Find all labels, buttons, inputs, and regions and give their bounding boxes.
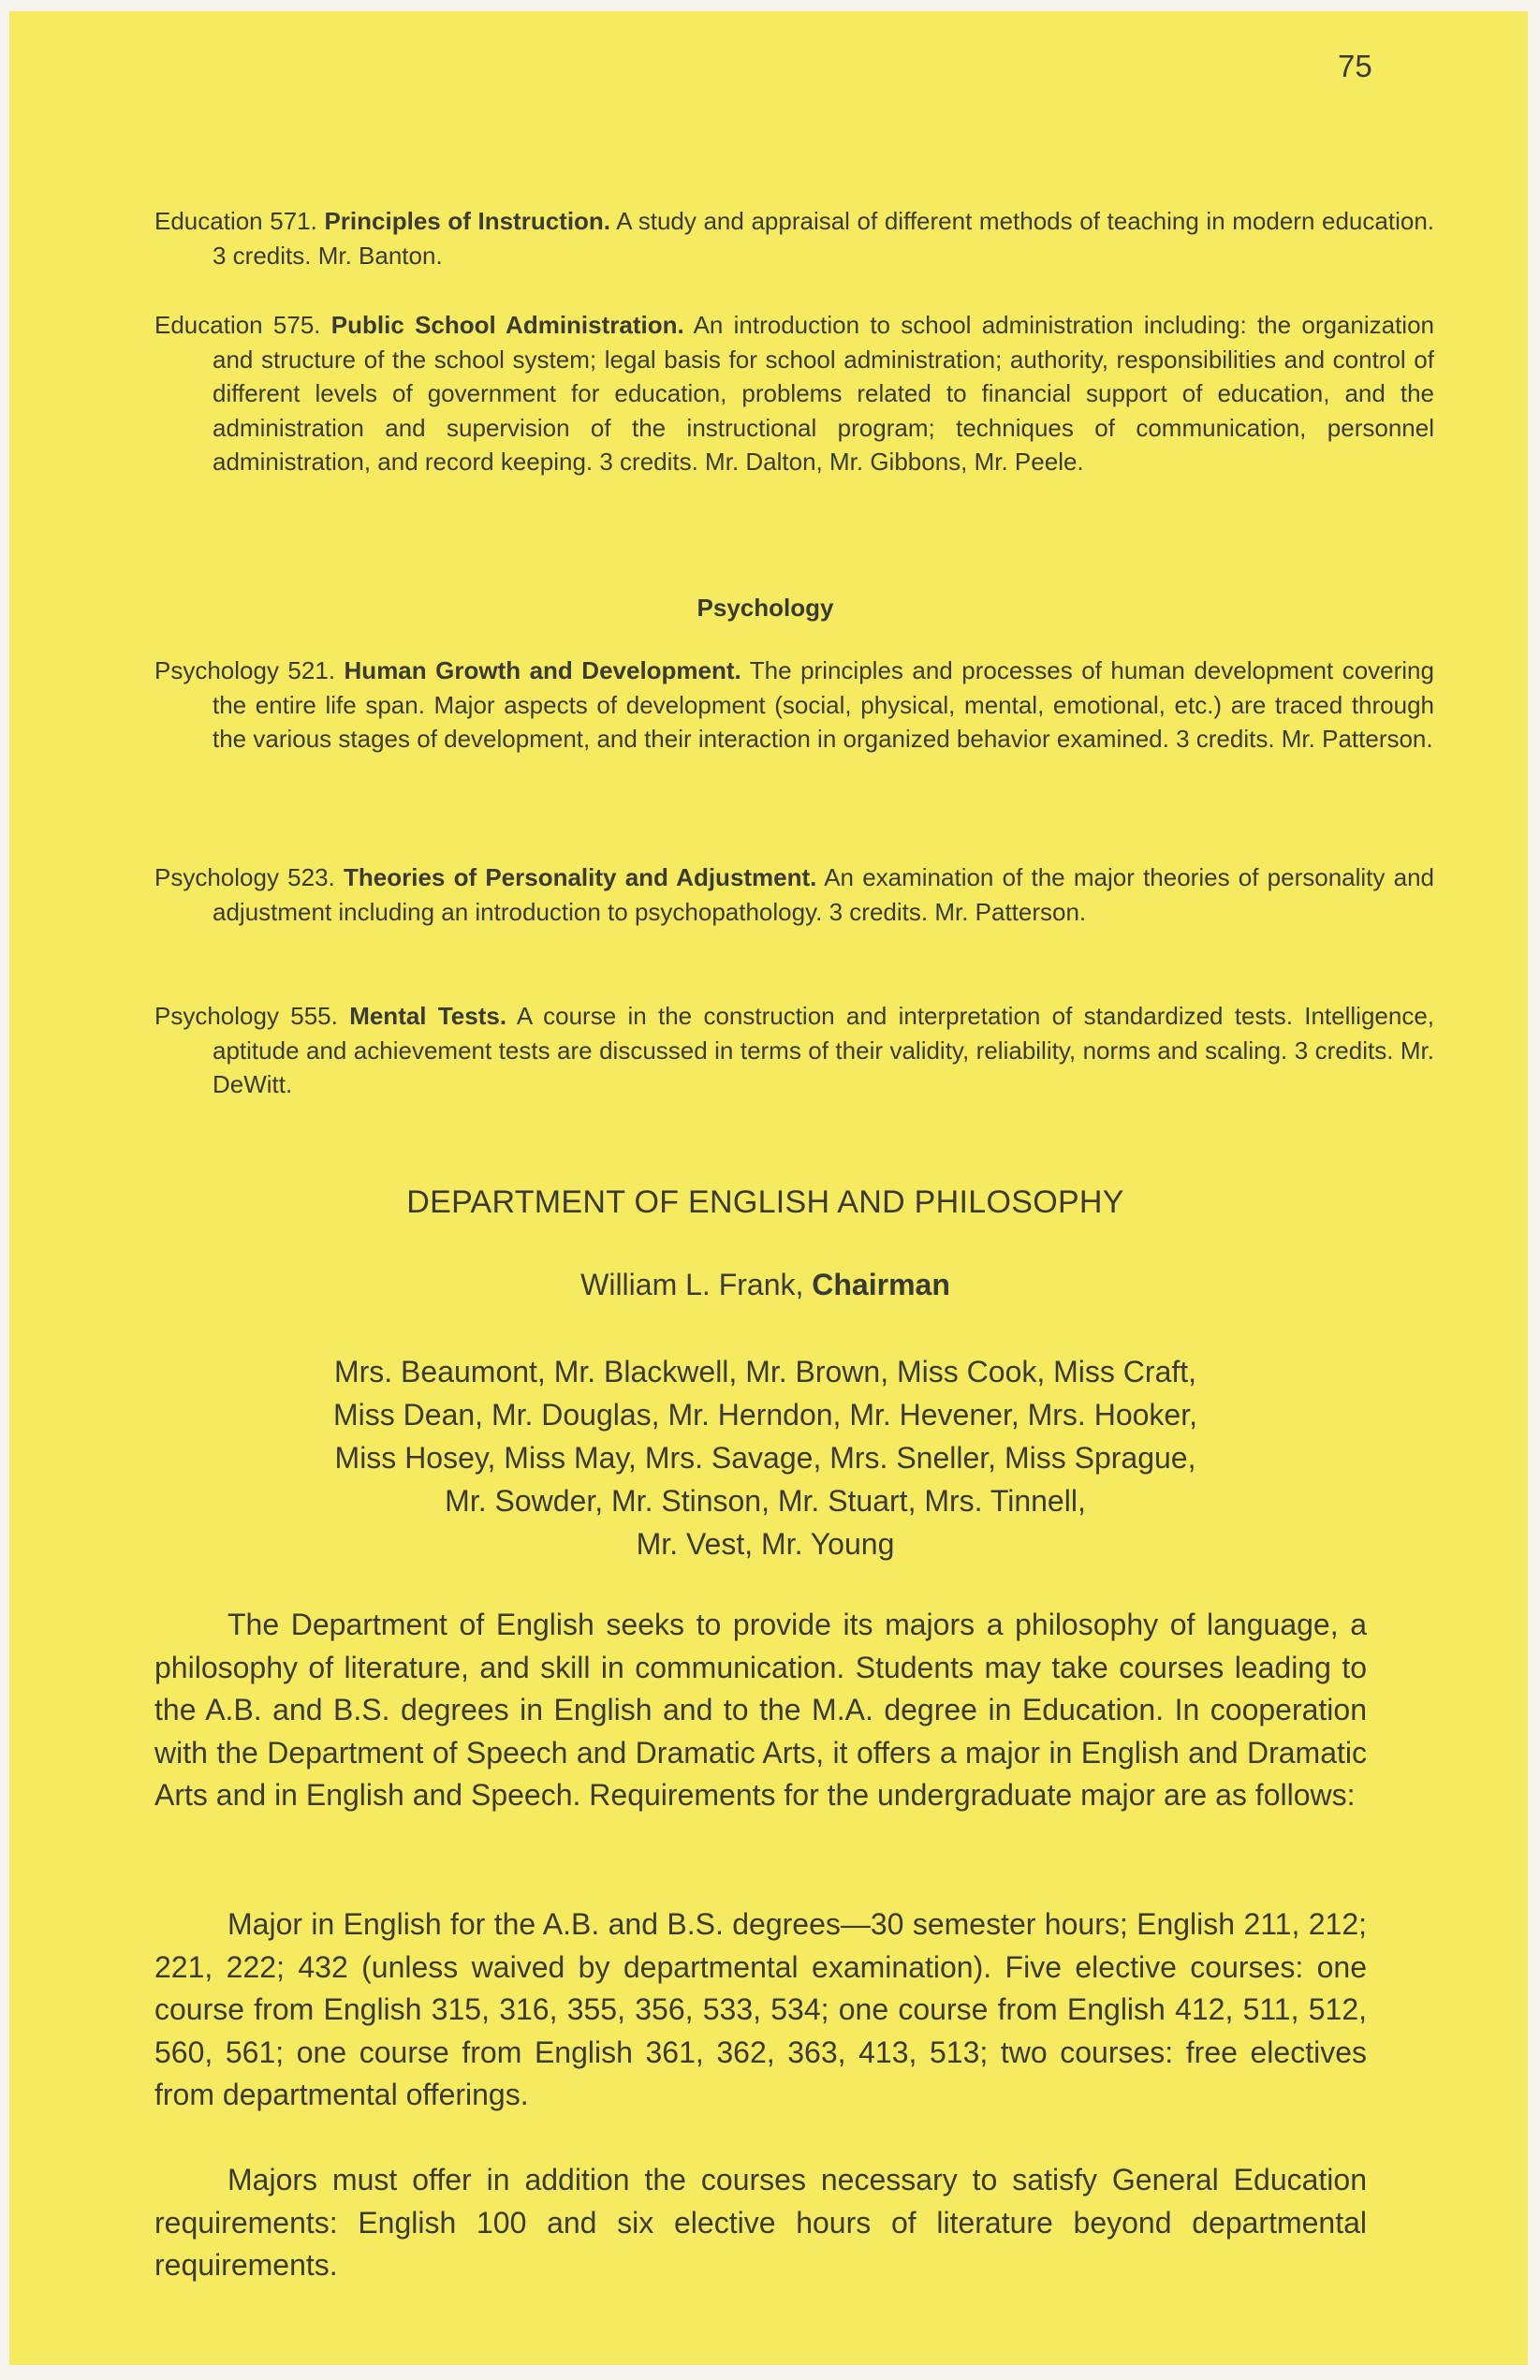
course-title: Public School Administration. [330,311,684,339]
department-chair [154,1268,1376,1302]
course-title: Mental Tests. [349,1002,507,1030]
course-entry-psychology-521 [154,654,1434,757]
faculty-line: Miss Hosey, Miss May, Mrs. Savage, Mrs. Sneller, Miss Sprague, [334,1441,1196,1475]
department-intro-paragraph: The Department of English seeks to provide its majors a philosophy of language, a philosophy of literature, and skill in communication. Students may take courses leading to the A.B. and B.S. degrees in English and to the M.A. degree in Education. In cooperation with the Department of Speech and Dramatic Arts, it offers a major in English and Dramatic Arts and in English and Speech. Requirements for the undergraduate major are as follows: [154,1608,1367,1812]
course-number: Psychology 521. [154,656,336,684]
chair-role: Chairman [812,1268,950,1301]
chair-name: William L. Frank, [580,1268,804,1301]
faculty-list [154,1350,1376,1565]
faculty-line: Mrs. Beaumont, Mr. Blackwell, Mr. Brown, Miss Cook, Miss Craft, [333,1355,1197,1388]
catalog-page [9,11,1528,2365]
course-entry-psychology-555 [154,999,1434,1102]
course-number: Psychology 523. [154,863,335,891]
page-number: 75 [1338,49,1372,83]
course-number: Education 571. [154,207,317,235]
faculty-line: Miss Dean, Mr. Douglas, Mr. Herndon, Mr. Hevener, Mrs. Hooker, [333,1398,1197,1432]
course-description: An introduction to school administration including: the organization and structure of the school system; legal basis for school administration; authority, responsibilities and control of different levels of government for education, problems related to financial support of education, and the administration and supervision of the instructional program; techniques of communication, personnel administration, and record keeping. 3 credits. Mr. Dalton, Mr. Gibbons, Mr. Peele. [213,311,1435,476]
course-title: Principles of Instruction. [324,207,611,235]
course-description: A course in the construction and interpretation of standardized tests. Intelligence, aptitude and achievement tests are discussed in terms of their validity, reliability, norms and scaling. 3 credits. Mr. DeWitt. [213,1002,1435,1098]
major-requirements-paragraph: Major in English for the A.B. and B.S. degrees—30 semester hours; English 211, 212; 221, 222; 432 (unless waived by departmental examination). Five elective courses: one course from English 315, 316, 355, 356, 533, 534; one course from English 412, 511, 512, 560, 561; one course from English 361, 362, 363, 413, 513; two courses: free electives from departmental offerings. [154,1907,1367,2111]
department-title: DEPARTMENT OF ENGLISH AND PHILOSOPHY [406,1184,1124,1220]
course-number: Psychology 555. [154,1002,338,1030]
faculty-line: Mr. Vest, Mr. Young [636,1527,895,1561]
course-number: Education 575. [154,311,321,339]
course-description: A study and appraisal of different methods of teaching in modern education. 3 credits. Mr. Banton. [213,207,1434,270]
course-entry-education-575 [154,308,1434,479]
course-description: The principles and processes of human development covering the entire life span. Major aspects of development (social, physical, mental, emotional, etc.) are traced through the various stages of development, and their interaction in organized behavior examined. 3 credits. Mr. Patterson. [213,656,1434,753]
faculty-line: Mr. Sowder, Mr. Stinson, Mr. Stuart, Mrs. Tinnell, [445,1484,1086,1518]
course-title: Human Growth and Development. [344,656,741,684]
course-title: Theories of Personality and Adjustment. [344,863,817,891]
course-entry-psychology-523 [154,860,1434,929]
section-heading-psychology: Psychology [697,594,834,622]
course-entry-education-571 [154,204,1434,272]
course-description: An examination of the major theories of personality and adjustment including an introduction to psychopathology. 3 credits. Mr. Patterson. [213,863,1435,926]
majors-note-paragraph: Majors must offer in addition the courses necessary to satisfy General Education requirements: English 100 and six elective hours of literature beyond departmental requirements. [154,2163,1367,2282]
